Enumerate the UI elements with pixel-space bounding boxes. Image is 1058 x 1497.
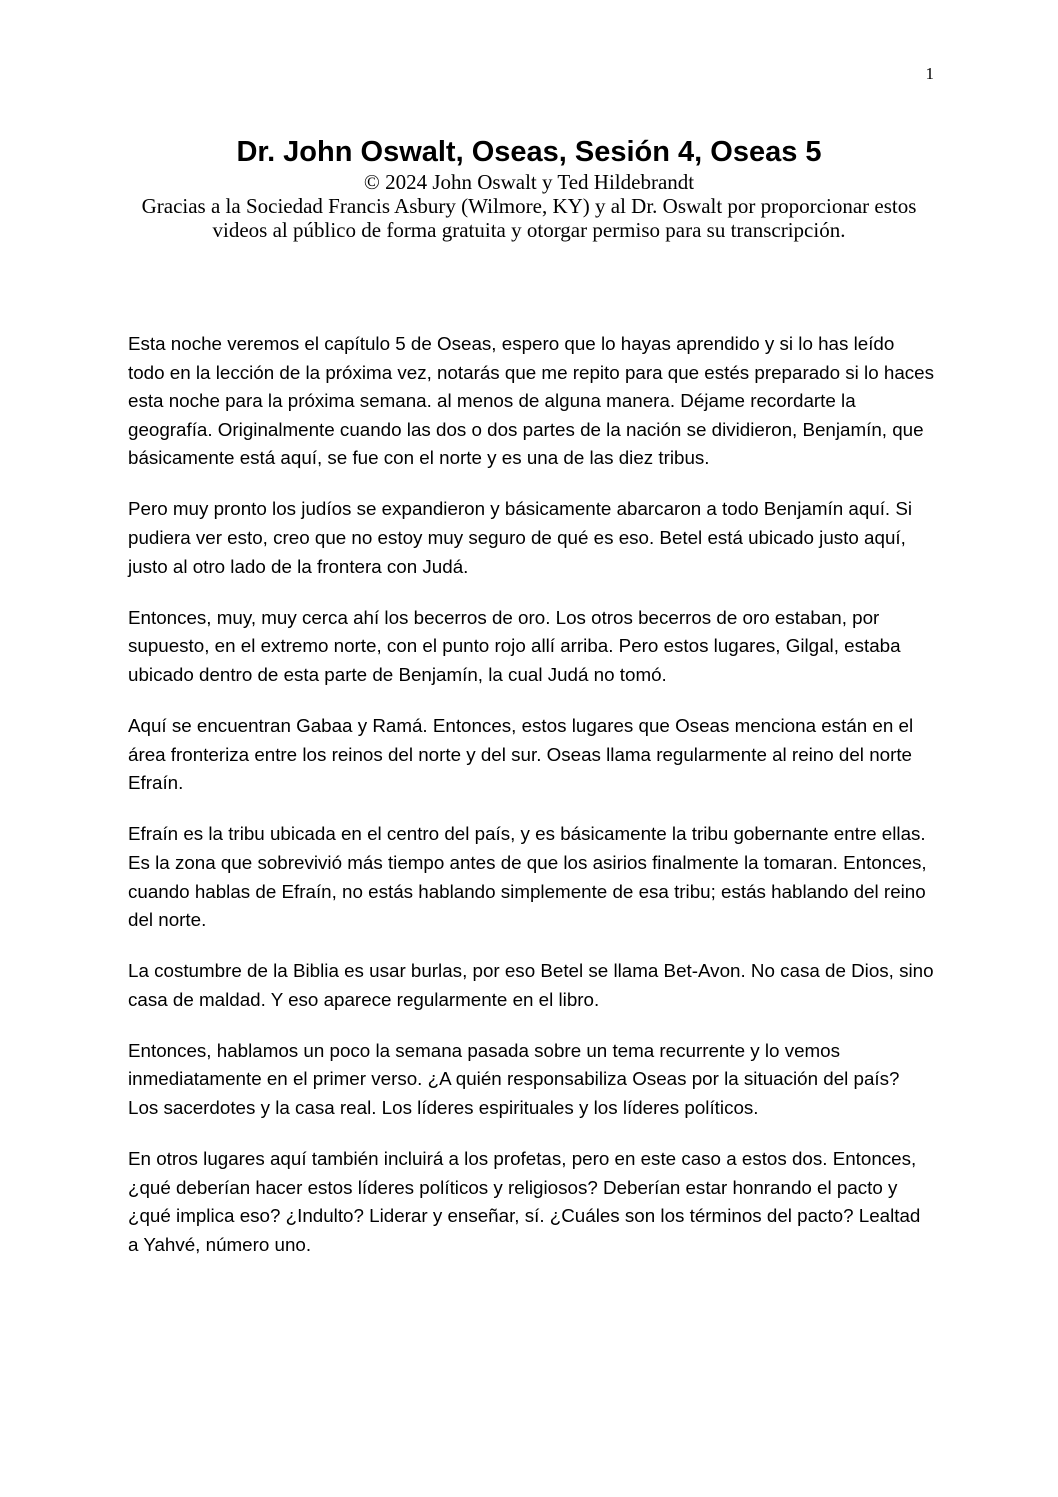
page-number: 1	[925, 64, 934, 83]
paragraph: En otros lugares aquí también incluirá a los profetas, pero en este caso a estos dos. Entonces, ¿qué deberían hacer estos líderes políticos y religiosos? Deberían estar honrando el pacto y ¿qué implica eso? ¿Indulto? Liderar y enseñar, sí. ¿Cuáles son los términos del pacto? Lealtad a Yahvé, número uno.	[128, 1148, 921, 1255]
paragraph: Entonces, hablamos un poco la semana pasada sobre un tema recurrente y lo vemos inmediatamente en el primer verso. ¿A quién responsabiliza Oseas por la situación del país? Los sacerdotes y la casa real. Los líderes espirituales y los líderes políticos.	[128, 1039, 900, 1119]
document-header	[128, 134, 930, 242]
paragraph: Efraín es la tribu ubicada en el centro del país, y es básicamente la tribu gobernante entre ellas. Es la zona que sobrevivió más tiempo antes de que los asirios finalmente la tomaran. Entonces, cuando hablas de Efraín, no estás hablando simplemente de esa tribu; estás hablando del reino del norte.	[128, 823, 927, 931]
paragraph: Esta noche veremos el capítulo 5 de Oseas, espero que lo hayas aprendido y si lo has leído todo en la lección de la próxima vez, notarás que me repito para que estés preparado si lo haces esta noche para la próxima semana. al menos de alguna manera. Déjame recordarte la geografía. Originalmente cuando las dos o dos partes de la nación se dividieron, Benjamín, que básicamente está aquí, se fue con el norte y es una de las diez tribus.	[128, 333, 934, 469]
acknowledgement: Gracias a la Sociedad Francis Asbury (Wilmore, KY) y al Dr. Oswalt por proporcionar estos videos al público de forma gratuita y otorgar permiso para su transcripción.	[141, 194, 917, 242]
paragraph: Entonces, muy, muy cerca ahí los becerros de oro. Los otros becerros de oro estaban, por supuesto, en el extremo norte, con el punto rojo allí arriba. Pero estos lugares, Gilgal, estaba ubicado dentro de esta parte de Benjamín, la cual Judá no tomó.	[128, 606, 901, 685]
paragraph: La costumbre de la Biblia es usar burlas, por eso Betel se llama Bet-Avon. No casa de Dios, sino casa de maldad. Y eso aparece regularmente en el libro.	[128, 960, 934, 1010]
paragraph: Aquí se encuentran Gabaa y Ramá. Entonces, estos lugares que Oseas menciona están en el área fronteriza entre los reinos del norte y del sur. Oseas llama regularmente al reino del norte Efraín.	[128, 715, 914, 794]
document-title: Dr. John Oswalt, Oseas, Sesión 4, Oseas 5	[236, 136, 822, 168]
copyright-line: © 2024 John Oswalt y Ted Hildebrandt	[363, 170, 695, 194]
paragraph: Pero muy pronto los judíos se expandieron y básicamente abarcaron a todo Benjamín aquí. Si pudiera ver esto, creo que no estoy muy seguro de qué es eso. Betel está ubicado justo aquí, justo al otro lado de la frontera con Judá.	[128, 498, 913, 577]
transcript-body	[128, 330, 934, 1282]
